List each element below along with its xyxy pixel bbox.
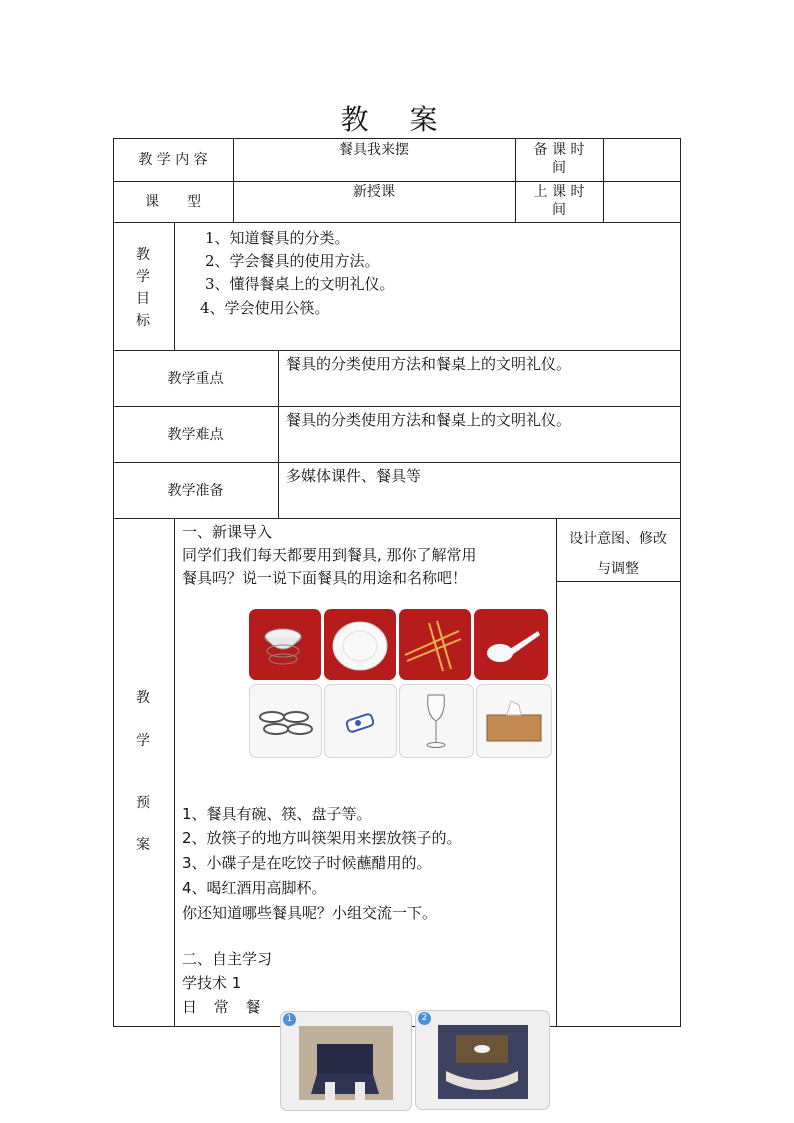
difficulties-label: 教学难点 xyxy=(167,427,224,443)
spoon-icon xyxy=(474,609,548,680)
plate-photo xyxy=(324,609,396,680)
content-value: 餐具我来摆 xyxy=(339,142,409,158)
photo-badge: 2 xyxy=(418,1012,431,1025)
section1-title: 一、新课导入 xyxy=(182,523,273,541)
bowls-photo xyxy=(249,609,321,680)
tissue-box-icon xyxy=(477,685,551,757)
chopsticks-icon xyxy=(399,609,471,680)
intro-line: 餐具吗？说一说下面餐具的用途和名称吧！ xyxy=(182,569,468,587)
fact-item: 1、餐具有碗、筷、盘子等。 xyxy=(182,805,372,823)
wine-glass-icon xyxy=(400,685,473,757)
prep-time-label: 备 课 时 间 xyxy=(533,142,585,176)
discussion-question: 你还知道哪些餐具呢？小组交流一下。 xyxy=(182,904,438,922)
chopsticks-photo xyxy=(399,609,471,680)
type-value: 新授课 xyxy=(353,184,395,200)
section2-title: 二、自主学习 xyxy=(182,950,273,968)
key-points-value: 餐具的分类使用方法和餐桌上的文明礼仪。 xyxy=(286,355,572,373)
goal-item: 3、懂得餐桌上的文明礼仪。 xyxy=(205,275,395,293)
class-time-label: 上 课 时 间 xyxy=(533,184,585,218)
plate-icon xyxy=(324,609,396,680)
dining-table-icon xyxy=(281,1012,411,1110)
goal-item: 4、学会使用公筷。 xyxy=(200,299,330,317)
subsection-line: 日 常 餐 xyxy=(182,998,267,1016)
chopstick-rest-photo xyxy=(324,684,397,758)
preparation-value: 多媒体课件、餐具等 xyxy=(286,467,422,485)
chopstick-rest-icon xyxy=(325,685,396,757)
goal-item: 2、学会餐具的使用方法。 xyxy=(205,252,380,270)
type-label: 课 型 xyxy=(145,194,201,210)
dining-table-icon xyxy=(416,1011,549,1109)
key-points-label: 教学重点 xyxy=(167,371,224,387)
preparation-label: 教学准备 xyxy=(167,483,224,499)
fact-item: 2、放筷子的地方叫筷架用来摆放筷子的。 xyxy=(182,829,462,847)
bowls-icon xyxy=(249,609,321,680)
tissue-box-photo xyxy=(476,684,552,758)
difficulties-value: 餐具的分类使用方法和餐桌上的文明礼仪。 xyxy=(286,411,572,429)
small-dishes-photo xyxy=(249,684,322,758)
subsection-title: 学技术 1 xyxy=(182,974,242,992)
fact-item: 3、小碟子是在吃饺子时候蘸醋用的。 xyxy=(182,854,432,872)
dining-table-photo-1 xyxy=(280,1011,412,1111)
spoon-photo xyxy=(474,609,548,680)
goal-item: 1、知道餐具的分类。 xyxy=(205,229,350,247)
side-header: 设计意图、修改 与调整 xyxy=(569,531,667,577)
small-dishes-icon xyxy=(250,685,321,757)
content-label: 教 学 内 容 xyxy=(138,152,208,168)
dining-table-photo-2 xyxy=(415,1010,550,1110)
wine-glass-photo xyxy=(399,684,474,758)
intro-line: 同学们我们每天都要用到餐具, 那你了解常用 xyxy=(182,546,477,564)
photo-badge: 1 xyxy=(283,1013,296,1026)
fact-item: 4、喝红酒用高脚杯。 xyxy=(182,879,327,897)
document-title: 教 案 xyxy=(340,103,454,136)
